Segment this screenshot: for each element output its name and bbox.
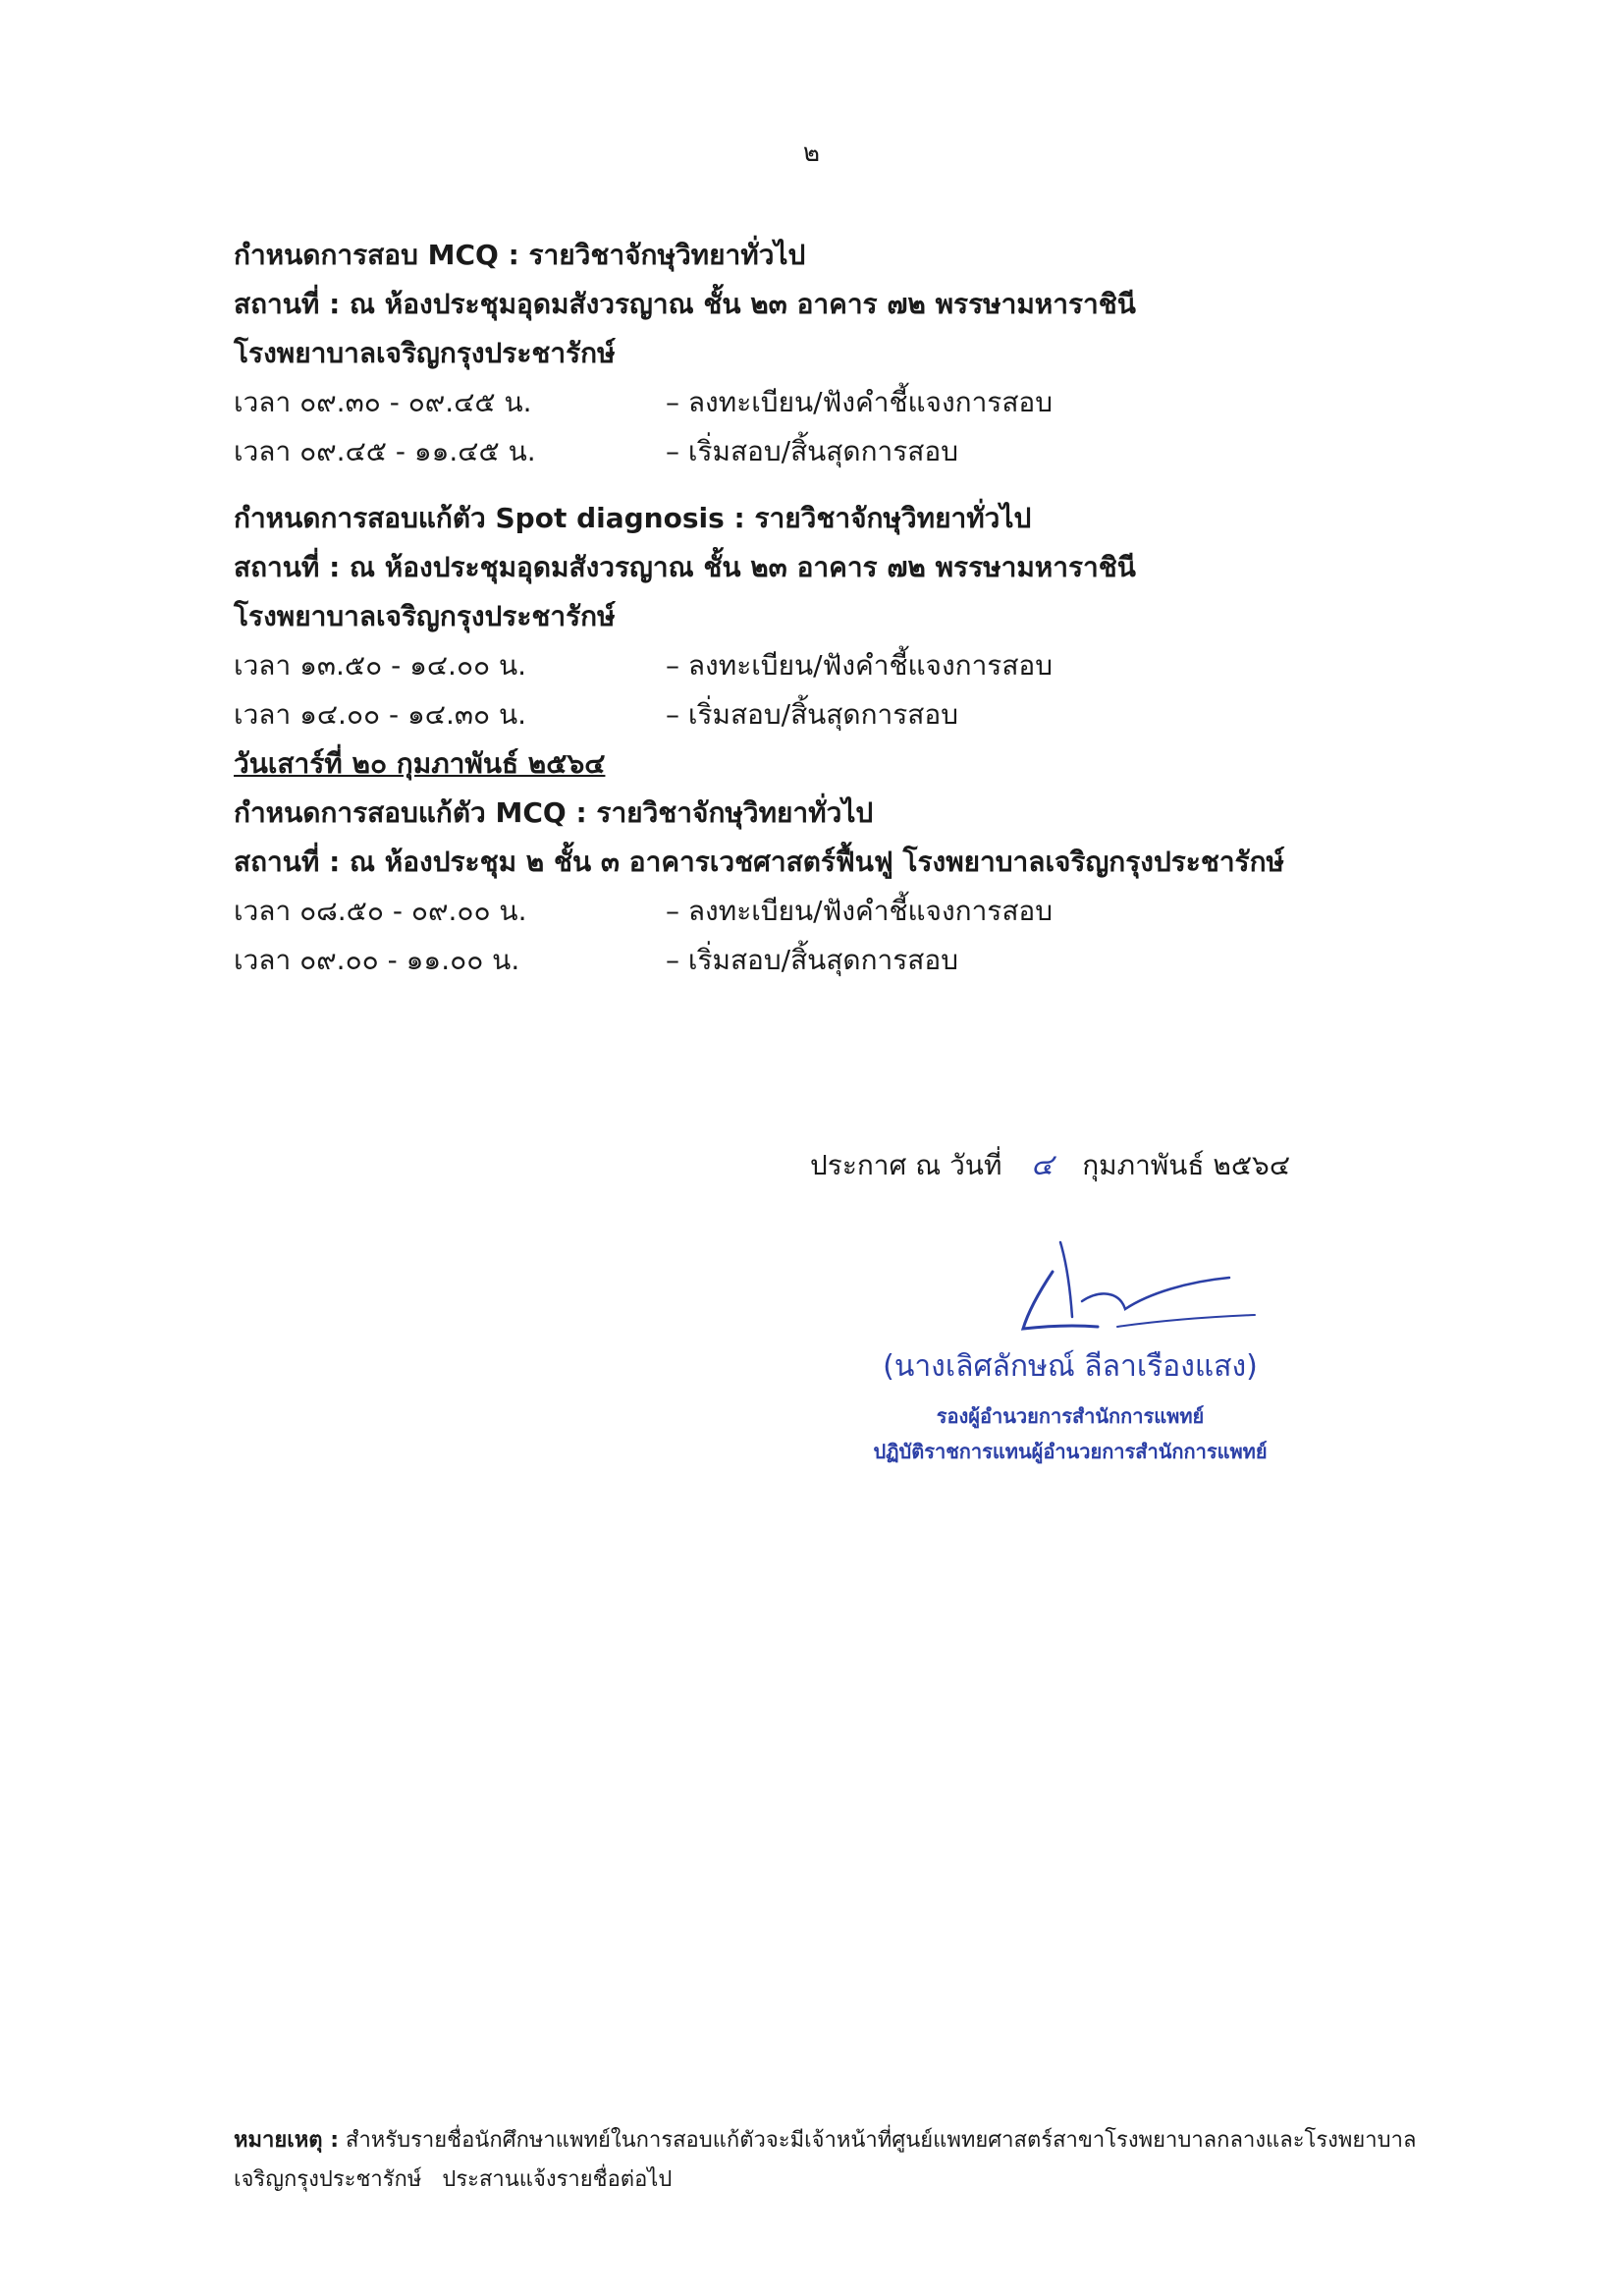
announcement-date (810, 1141, 1290, 1190)
schedule-activity: – ลงทะเบียน/ฟังคำชี้แจงการสอบ (666, 649, 1054, 682)
footnote-label: หมายเหตุ : (234, 2128, 340, 2153)
schedule-activity: – เริ่มสอบ/สิ้นสุดการสอบ (666, 698, 958, 731)
session-venue-hospital: โรงพยาบาลเจริญกรุงประชารักษ์ (234, 600, 616, 632)
schedule-row (234, 936, 1373, 985)
schedule-activity: – เริ่มสอบ/สิ้นสุดการสอบ (666, 944, 958, 976)
schedule-time: เวลา ๑๓.๕๐ - ๑๔.๐๐ น. (234, 649, 527, 682)
schedule-activity: – ลงทะเบียน/ฟังคำชี้แจงการสอบ (666, 386, 1054, 418)
schedule-row (234, 427, 1373, 476)
session-title: กำหนดการสอบ MCQ : รายวิชาจักษุวิทยาทั่วไป (234, 239, 806, 271)
session-venue: สถานที่ : ณ ห้องประชุมอุดมสังวรญาณ ชั้น ๒๓ อาคาร ๗๒ พรรษามหาราชินี (234, 288, 1136, 320)
announcement-prefix: ประกาศ ณ วันที่ (810, 1149, 1002, 1181)
session-venue-hospital: โรงพยาบาลเจริญกรุงประชารักษ์ (234, 337, 616, 369)
signer-position: รองผู้อำนวยการสำนักการแพทย์ (936, 1404, 1205, 1428)
footnote-line-1 (234, 2121, 1432, 2160)
schedule-time: เวลา ๑๔.๐๐ - ๑๔.๓๐ น. (234, 698, 527, 731)
session-venue: สถานที่ : ณ ห้องประชุมอุดมสังวรญาณ ชั้น ๒๓ อาคาร ๗๒ พรรษามหาราชินี (234, 551, 1136, 583)
schedule-activity: – เริ่มสอบ/สิ้นสุดการสอบ (666, 435, 958, 467)
signer-acting-position: ปฏิบัติราชการแทนผู้อำนวยการสำนักการแพทย์ (873, 1440, 1268, 1463)
schedule-row (234, 378, 1373, 427)
signer-name: (นางเลิศลักษณ์ ลีลาเรืองแสง) (883, 1349, 1258, 1384)
announcement-day-handwritten: ๔ (1030, 1148, 1054, 1182)
session-title: กำหนดการสอบแก้ตัว Spot diagnosis : รายวิชาจักษุวิทยาทั่วไป (234, 502, 1032, 534)
schedule-time: เวลา ๐๘.๕๐ - ๐๙.๐๐ น. (234, 895, 527, 927)
footnote-line-2: เจริญกรุงประชารักษ์ ประสานแจ้งรายชื่อต่อไป (234, 2167, 673, 2192)
footnote-text: สำหรับรายชื่อนักศึกษาแพทย์ในการสอบแก้ตัวจะมีเจ้าหน้าที่ศูนย์แพทยศาสตร์สาขาโรงพยาบาลกลางและโรงพยาบาล (346, 2128, 1417, 2153)
announcement-month-year: กุมภาพันธ์ ๒๕๖๔ (1082, 1149, 1291, 1181)
schedule-content (234, 231, 1373, 985)
session-venue: สถานที่ : ณ ห้องประชุม ๒ ชั้น ๓ อาคารเวชศาสตร์ฟื้นฟู โรงพยาบาลเจริญกรุงประชารักษ์ (234, 846, 1285, 878)
schedule-time: เวลา ๐๙.๓๐ - ๐๙.๔๕ น. (234, 386, 532, 418)
page-number: ๒ (802, 138, 821, 168)
schedule-time: เวลา ๐๙.๔๕ - ๑๑.๔๕ น. (234, 435, 536, 467)
footnote (234, 2121, 1432, 2200)
schedule-row (234, 690, 1373, 739)
schedule-time: เวลา ๐๙.๐๐ - ๑๑.๐๐ น. (234, 944, 520, 976)
schedule-row (234, 887, 1373, 936)
schedule-row (234, 641, 1373, 690)
signature-scribble (1001, 1232, 1257, 1340)
date-heading: วันเสาร์ที่ ๒๐ กุมภาพันธ์ ๒๕๖๔ (234, 747, 606, 780)
session-title: กำหนดการสอบแก้ตัว MCQ : รายวิชาจักษุวิทยาทั่วไป (234, 796, 874, 829)
schedule-activity: – ลงทะเบียน/ฟังคำชี้แจงการสอบ (666, 895, 1054, 927)
